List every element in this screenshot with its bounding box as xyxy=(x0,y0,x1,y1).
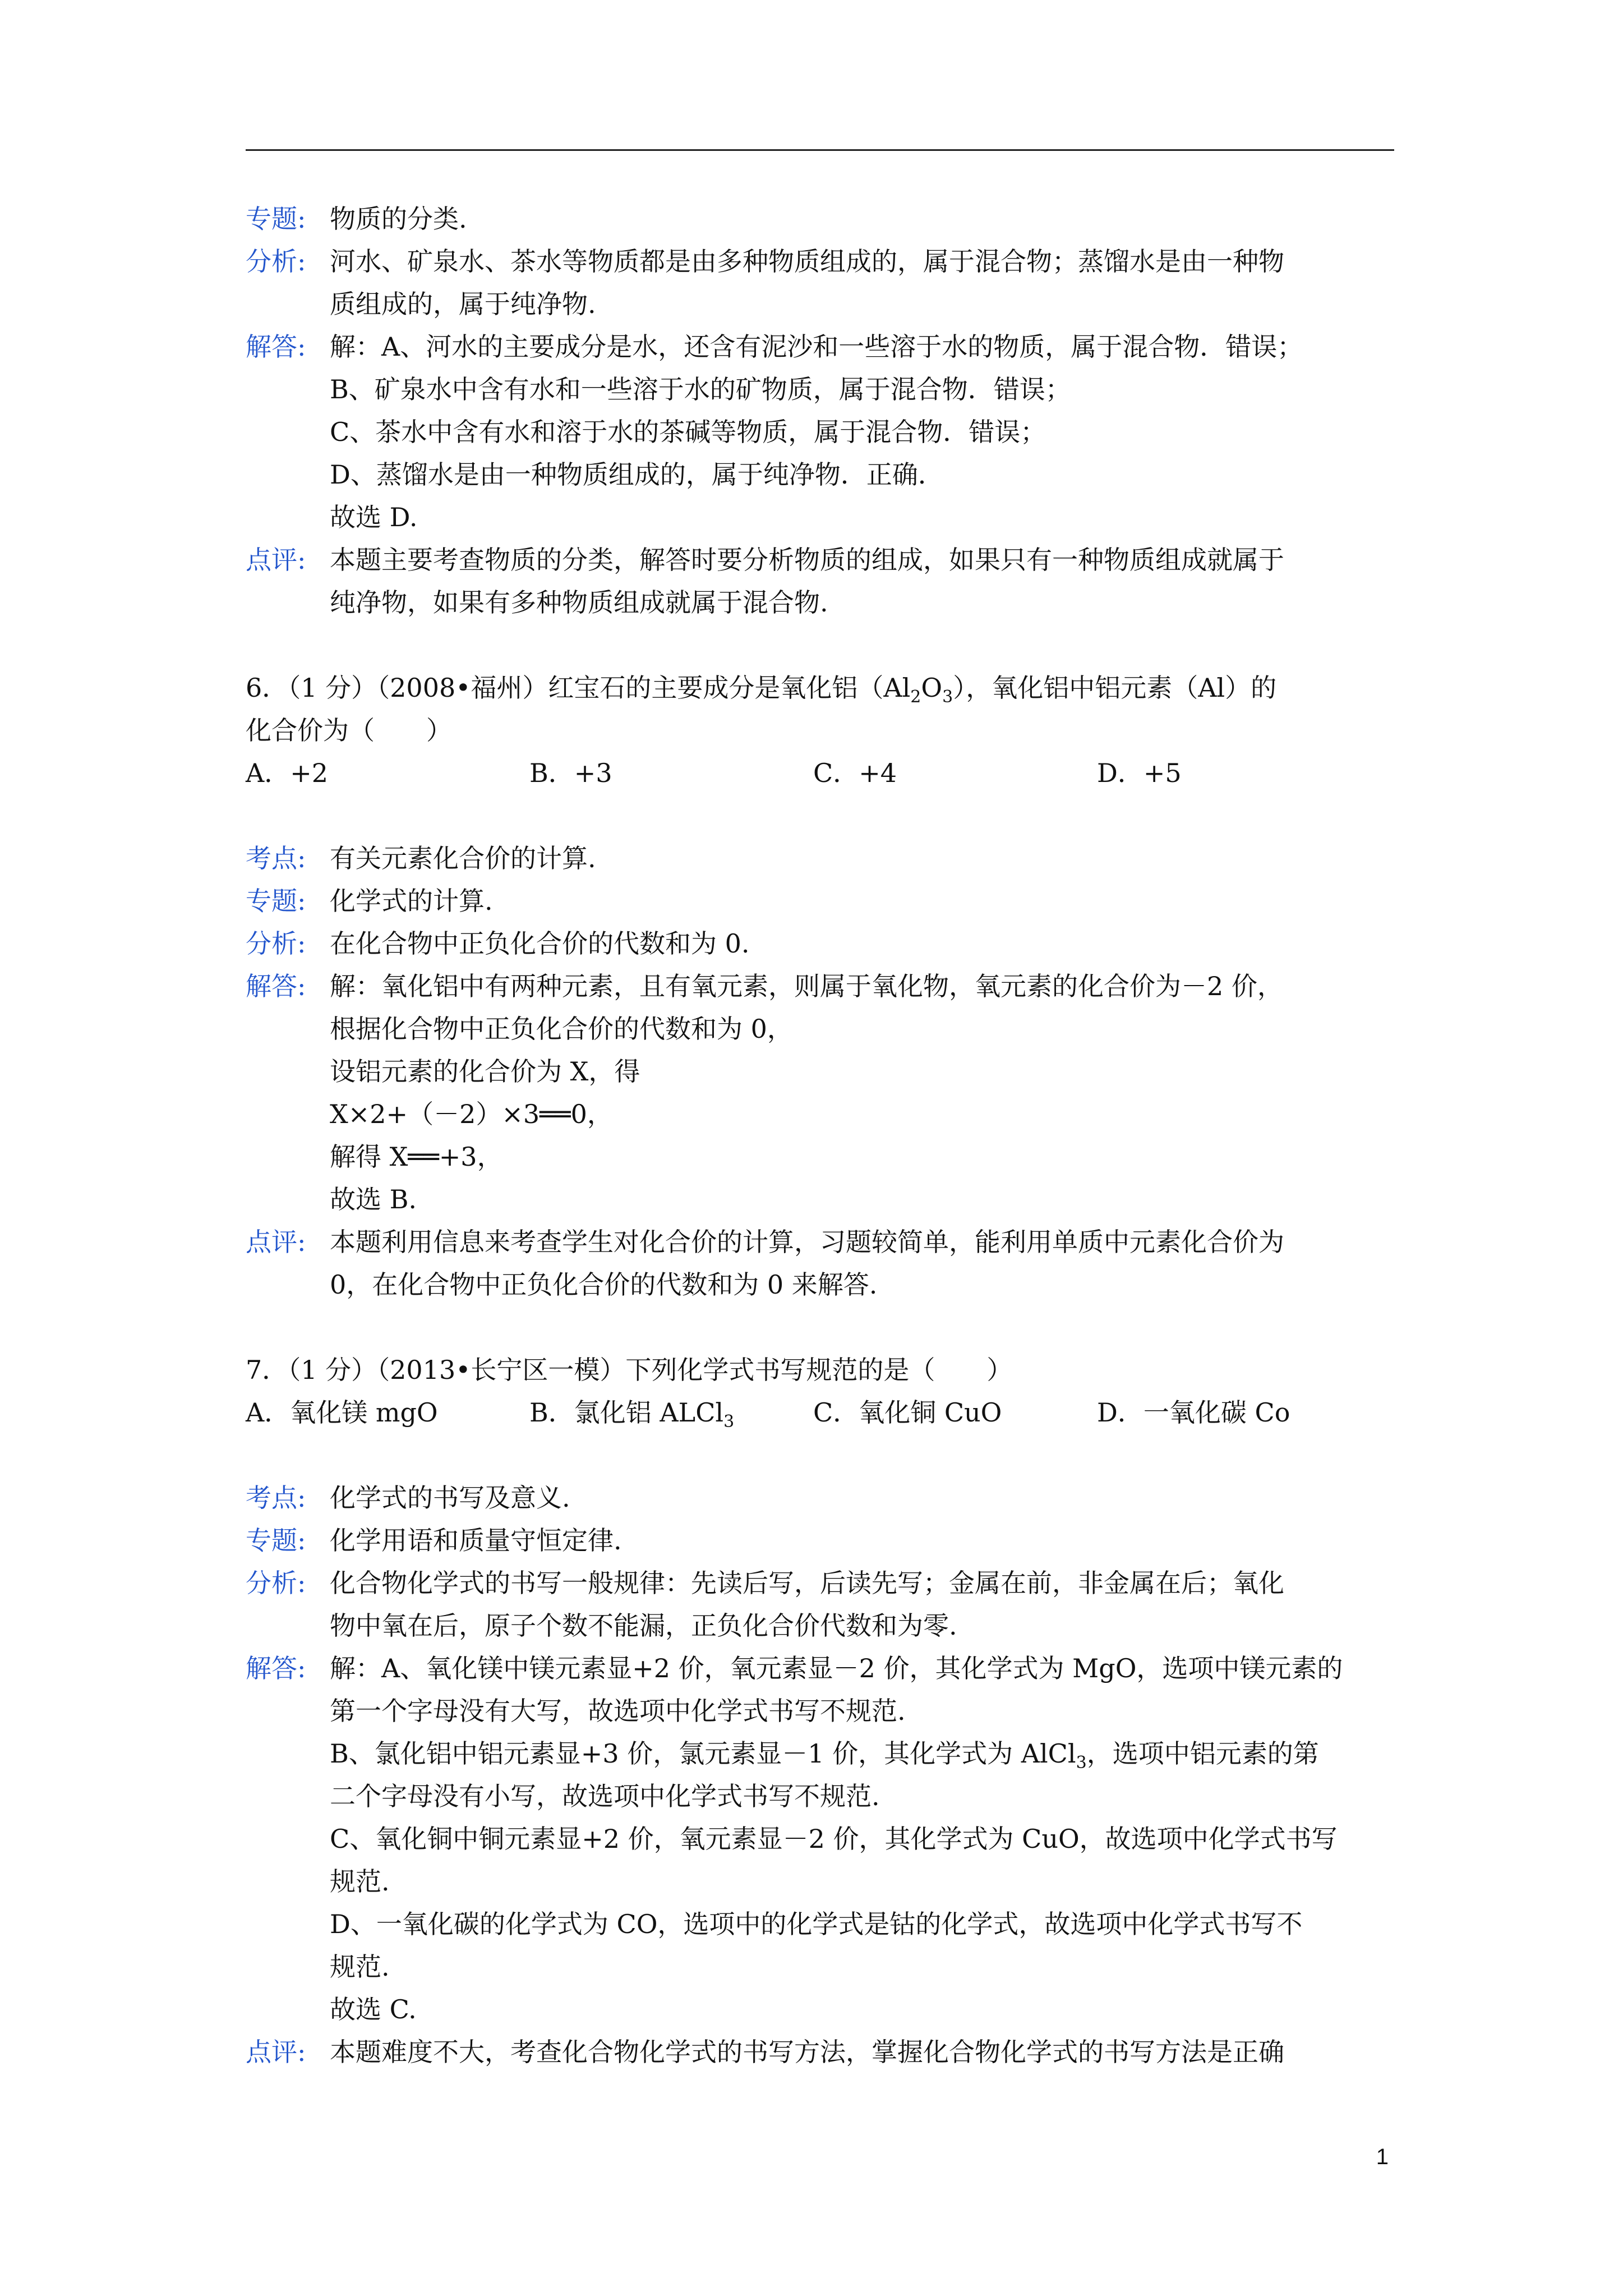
q7-stem: 7．（1 分）（2013•长宁区一模）下列化学式书写规范的是（ ） xyxy=(246,1355,1013,1385)
q7-kaodian xyxy=(246,1476,1401,1519)
q5-fenxi xyxy=(246,240,1401,325)
q6-stem-line-2: 化合价为（ ） xyxy=(246,715,452,746)
q7-jieda-line: 第一个字母没有大写，故选项中化学式书写不规范. xyxy=(330,1696,906,1726)
q6-dianping-line: 0，在化合物中正负化合价的代数和为 0 来解答. xyxy=(330,1269,878,1300)
q5-dianping xyxy=(246,539,1401,624)
q7-option-b xyxy=(529,1391,813,1434)
q7-fenxi-line: 物中氧在后，原子个数不能漏，正负化合价代数和为零. xyxy=(330,1611,957,1641)
q7-jieda-line: C、氧化铜中铜元素显+2 价，氧元素显－2 价，其化学式为 CuO，故选项中化学式书写 xyxy=(330,1824,1338,1854)
label-kaodian: 考点 xyxy=(246,843,297,873)
q5-jieda-line: C、茶水中含有水和溶于水的茶碱等物质，属于混合物．错误； xyxy=(330,417,1046,447)
label-zhuanti: 专题 xyxy=(246,1525,297,1556)
colon: : xyxy=(297,1568,306,1598)
q7-jieda-line xyxy=(330,1732,1401,1775)
q6-stem-b: ），氧化铝中铝元素（Al）的 xyxy=(953,673,1277,703)
q7-jieda-line: 规范. xyxy=(330,1866,390,1897)
q7-jieda-line: 故选 C. xyxy=(330,1994,417,2024)
q5-zhuanti xyxy=(246,197,1401,240)
colon: : xyxy=(297,2037,306,2067)
label-jieda: 解答 xyxy=(246,971,297,1001)
q7-fenxi xyxy=(246,1562,1401,1647)
q7-zhuanti xyxy=(246,1519,1401,1562)
q6-option-c: C．+4 xyxy=(813,758,897,788)
content xyxy=(246,197,1401,2073)
q6-jieda-line: 解得 X══+3， xyxy=(330,1142,503,1172)
q7-kaodian-text: 化学式的书写及意义. xyxy=(330,1483,570,1513)
q7-jieda-b-post: ，选项中铝元素的第 xyxy=(1086,1738,1319,1769)
colon: : xyxy=(297,928,306,959)
colon: : xyxy=(297,1483,306,1513)
label-fenxi: 分析 xyxy=(246,246,297,277)
q7-dianping xyxy=(246,2031,1401,2073)
label-fenxi: 分析 xyxy=(246,1568,297,1598)
subscript: 3 xyxy=(1076,1753,1087,1773)
q6-kaodian-text: 有关元素化合价的计算. xyxy=(330,843,596,873)
q6-zhuanti-text: 化学式的计算. xyxy=(330,886,493,916)
q7-options xyxy=(246,1391,1401,1434)
q5-jieda-line: D、蒸馏水是由一种物质组成的，属于纯净物．正确． xyxy=(330,459,944,490)
q6-option-b: B．+3 xyxy=(529,758,612,788)
q6-kaodian xyxy=(246,837,1401,880)
label-zhuanti: 专题 xyxy=(246,204,297,234)
colon: : xyxy=(297,1525,306,1556)
q6-zhuanti xyxy=(246,880,1401,922)
q7-zhuanti-text: 化学用语和质量守恒定律. xyxy=(330,1525,622,1556)
colon: : xyxy=(297,545,306,575)
q7-jieda-line: 规范. xyxy=(330,1952,390,1982)
page-number: 1 xyxy=(1376,2145,1389,2169)
label-dianping: 点评 xyxy=(246,545,297,575)
label-fenxi: 分析 xyxy=(246,928,297,959)
q6-jieda-line: 故选 B. xyxy=(330,1184,417,1214)
q7-fenxi-line: 化合物化学式的书写一般规律：先读后写，后读先写；金属在前，非金属在后；氧化 xyxy=(330,1568,1284,1598)
label-dianping: 点评 xyxy=(246,1227,297,1257)
colon: : xyxy=(297,246,306,277)
q5-dianping-line: 本题主要考查物质的分类，解答时要分析物质的组成，如果只有一种物质组成就属于 xyxy=(330,545,1284,575)
q5-jieda-line: 解：A、河水的主要成分是水，还含有泥沙和一些溶于水的物质，属于混合物．错误； xyxy=(330,332,1303,362)
q6-jieda-line: 根据化合物中正负化合价的代数和为 0， xyxy=(330,1014,793,1044)
label-jieda: 解答 xyxy=(246,332,297,362)
header-rule xyxy=(246,149,1394,151)
subscript: 3 xyxy=(723,1412,735,1432)
colon: : xyxy=(297,1227,306,1257)
label-kaodian: 考点 xyxy=(246,1483,297,1513)
q5-zhuanti-text: 物质的分类. xyxy=(330,204,467,234)
q7-jieda-line: 二个字母没有小写，故选项中化学式书写不规范. xyxy=(330,1781,880,1811)
q5-fenxi-line: 质组成的，属于纯净物. xyxy=(330,289,596,319)
q7-option-b-text: B．氯化铝 ALCl xyxy=(529,1397,724,1428)
colon: : xyxy=(297,332,306,362)
label-dianping: 点评 xyxy=(246,2037,297,2067)
q6-jieda-line: 解：氧化铝中有两种元素，且有氧元素，则属于氧化物，氧元素的化合价为－2 价， xyxy=(330,971,1283,1001)
q7-option-a: A．氧化镁 mgO xyxy=(246,1397,438,1428)
q6-dianping xyxy=(246,1221,1401,1306)
subscript: 2 xyxy=(910,687,921,707)
q5-jieda xyxy=(246,325,1401,539)
subscript: 3 xyxy=(942,687,953,707)
q6-fenxi-text: 在化合物中正负化合价的代数和为 0. xyxy=(330,928,750,959)
q7-option-d: D．一氧化碳 Co xyxy=(1097,1397,1290,1428)
q5-dianping-line: 纯净物，如果有多种物质组成就属于混合物. xyxy=(330,587,828,618)
q6-stem-line-1 xyxy=(246,666,1401,709)
q6-jieda-line: X×2+（－2）×3══0， xyxy=(330,1099,613,1129)
q6-jieda xyxy=(246,965,1401,1221)
colon: : xyxy=(297,204,306,234)
q5-jieda-line: 故选 D. xyxy=(330,502,418,532)
colon: : xyxy=(297,886,306,916)
q6-option-a: A．+2 xyxy=(246,758,329,788)
q5-fenxi-line: 河水、矿泉水、茶水等物质都是由多种物质组成的，属于混合物；蒸馏水是由一种物 xyxy=(330,246,1284,277)
q5-jieda-line: B、矿泉水中含有水和一些溶于水的矿物质，属于混合物．错误； xyxy=(330,374,1071,404)
colon: : xyxy=(297,1653,306,1683)
colon: : xyxy=(297,971,306,1001)
q6-options xyxy=(246,752,1401,794)
q6-fenxi xyxy=(246,922,1401,965)
q7-jieda-line: 解：A、氧化镁中镁元素显+2 价，氧元素显－2 价，其化学式为 MgO，选项中镁元素的 xyxy=(330,1653,1343,1683)
q6-dianping-line: 本题利用信息来考查学生对化合价的计算，习题较简单，能利用单质中元素化合价为 xyxy=(330,1227,1284,1257)
q6-stem-a: 6．（1 分）（2008•福州）红宝石的主要成分是氧化铝（Al xyxy=(246,673,911,703)
q7-jieda-line: D、一氧化碳的化学式为 CO，选项中的化学式是钴的化学式，故选项中化学式书写不 xyxy=(330,1909,1303,1939)
q7-jieda xyxy=(246,1647,1401,2031)
q7-option-c: C．氧化铜 CuO xyxy=(813,1397,1002,1428)
label-zhuanti: 专题 xyxy=(246,886,297,916)
label-jieda: 解答 xyxy=(246,1653,297,1683)
colon: : xyxy=(297,843,306,873)
q7-dianping-line: 本题难度不大，考查化合物化学式的书写方法，掌握化合物化学式的书写方法是正确 xyxy=(330,2037,1284,2067)
q6-option-d: D．+5 xyxy=(1097,758,1182,788)
q6-stem-o: O xyxy=(921,673,943,703)
q6-jieda-line: 设铝元素的化合价为 X，得 xyxy=(330,1056,640,1087)
q7-jieda-b-pre: B、氯化铝中铝元素显+3 价，氯元素显－1 价，其化学式为 AlCl xyxy=(330,1738,1076,1769)
